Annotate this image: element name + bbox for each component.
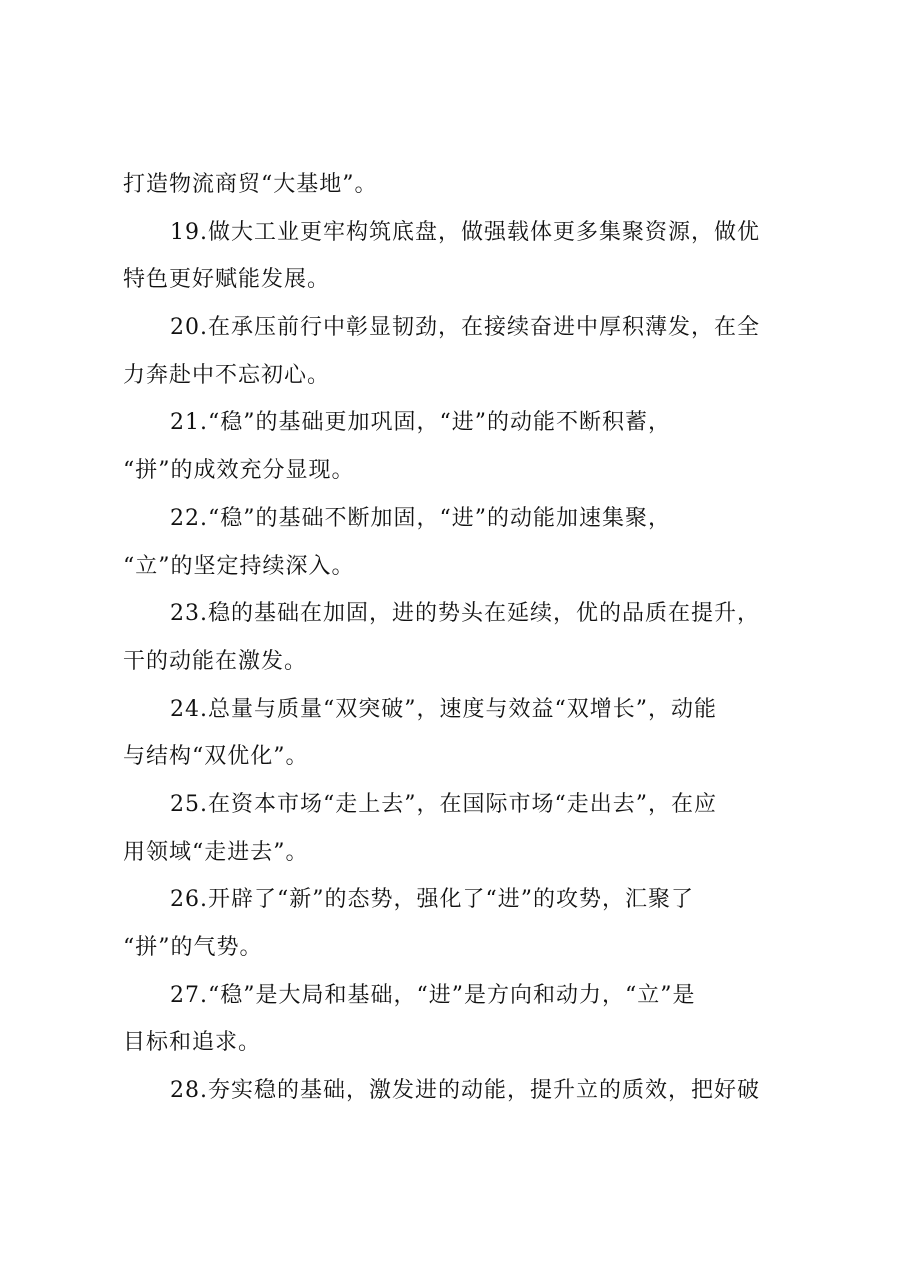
text-line: 打造物流商贸“大基地”。 xyxy=(123,172,378,197)
text-line: 力奔赴中不忘初心。 xyxy=(123,363,331,388)
text-line: 19.做大工业更牢构筑底盘，做强载体更多集聚资源，做优 xyxy=(170,220,760,245)
text-line: 22.“稳”的基础不断加固，“进”的动能加速集聚， xyxy=(170,506,671,531)
text-line: “立”的坚定持续深入。 xyxy=(123,554,355,579)
text-line: 与结构“双优化”。 xyxy=(123,744,309,769)
text-line: 目标和追求。 xyxy=(123,1030,262,1055)
text-line: “拼”的气势。 xyxy=(123,935,263,960)
text-line: 23.稳的基础在加固，进的势头在延续，优的品质在提升， xyxy=(170,601,760,626)
text-line: 27.“稳”是大局和基础，“进”是方向和动力，“立”是 xyxy=(170,983,696,1008)
text-line: 28.夯实稳的基础，激发进的动能，提升立的质效，把好破 xyxy=(170,1078,760,1103)
text-line: 用领域“走进去”。 xyxy=(123,840,309,865)
text-line: 24.总量与质量“双突破”，速度与效益“双增长”，动能 xyxy=(170,697,717,722)
text-line: 干的动能在激发。 xyxy=(123,649,308,674)
text-line: 特色更好赋能发展。 xyxy=(123,267,331,292)
text-line: 26.开辟了“新”的态势，强化了“进”的攻势，汇聚了 xyxy=(170,887,694,912)
text-line: “拼”的成效充分显现。 xyxy=(123,458,355,483)
text-line: 21.“稳”的基础更加巩固，“进”的动能不断积蓄， xyxy=(170,410,671,435)
text-line: 25.在资本市场“走上去”，在国际市场“走出去”，在应 xyxy=(170,792,717,817)
text-line: 20.在承压前行中彰显韧劲，在接续奋进中厚积薄发，在全 xyxy=(170,315,760,340)
